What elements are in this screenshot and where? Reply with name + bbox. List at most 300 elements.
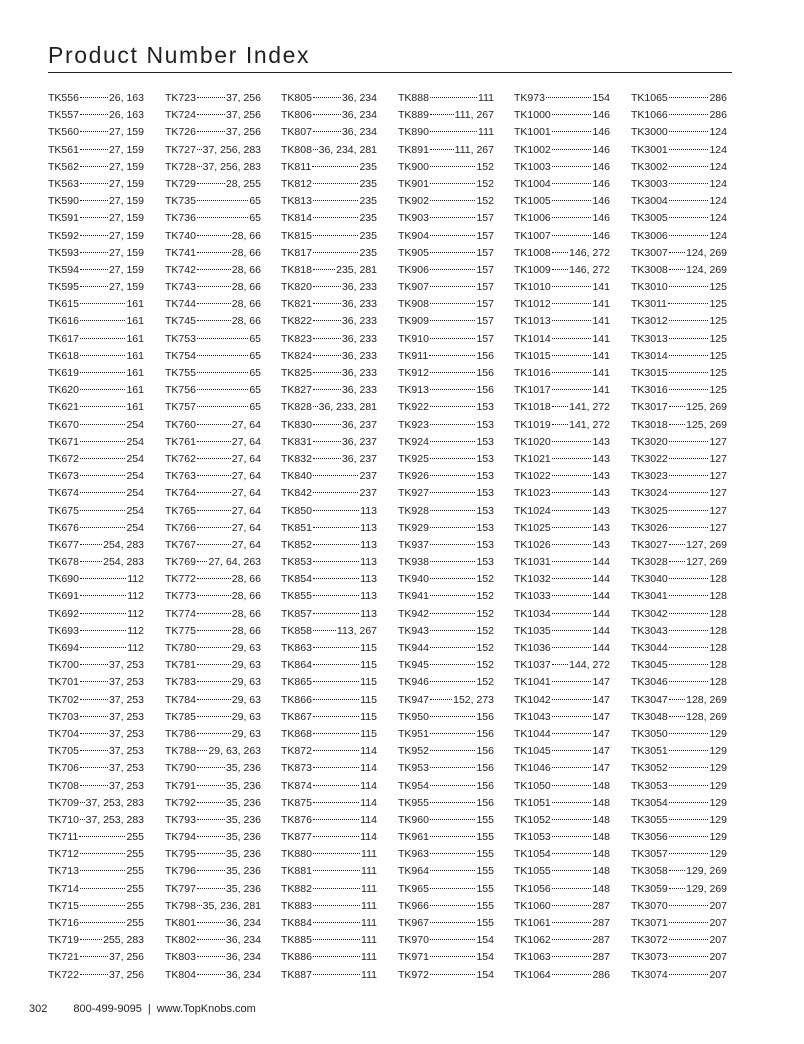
index-entry (281, 382, 377, 399)
page-references: 29, 63, 263 (208, 745, 261, 758)
dot-leader (313, 595, 359, 596)
dot-leader (313, 939, 360, 940)
index-entry (514, 348, 610, 365)
product-number: TK3023 (631, 470, 668, 483)
index-entry (165, 503, 261, 520)
product-number: TK1036 (514, 642, 551, 654)
product-number: TK744 (165, 298, 196, 311)
index-entry (631, 606, 727, 623)
product-number: TK801 (165, 917, 196, 929)
dot-leader (669, 235, 709, 236)
dot-leader (197, 922, 225, 923)
product-number: TK761 (165, 435, 196, 448)
index-entry (398, 520, 494, 537)
index-entry (631, 571, 727, 588)
product-number: TK891 (398, 143, 429, 156)
dot-leader (669, 613, 709, 614)
index-entry (631, 795, 727, 812)
dot-leader (669, 183, 709, 184)
dot-leader (669, 149, 709, 150)
product-number: TK726 (165, 126, 196, 139)
product-number: TK562 (48, 160, 79, 173)
product-number: TK972 (398, 968, 429, 981)
dot-leader (669, 853, 709, 854)
dot-leader (552, 389, 592, 390)
index-entry (514, 417, 610, 434)
index-entry (48, 967, 144, 984)
page-references: 128 (709, 642, 727, 654)
index-entry (398, 193, 494, 210)
page-references: 141, 272 (569, 401, 610, 414)
page-references: 154 (592, 92, 610, 104)
dot-leader (552, 802, 592, 803)
index-entry (165, 812, 261, 829)
page-references: 36, 234 (225, 934, 261, 947)
dot-leader (669, 733, 709, 734)
index-entry (281, 709, 377, 726)
product-number: TK3001 (631, 143, 668, 156)
index-entry (165, 898, 261, 915)
page-references: 255 (126, 882, 144, 895)
index-entry (48, 279, 144, 296)
product-number: TK828 (281, 401, 312, 414)
index-entry (165, 434, 261, 451)
index-entry (398, 709, 494, 726)
index-entry (514, 503, 610, 520)
product-number: TK618 (48, 349, 79, 362)
product-number: TK1012 (514, 298, 551, 311)
page-references: 152 (476, 590, 494, 603)
dot-leader (669, 338, 709, 339)
index-entry (165, 90, 261, 107)
dot-leader (430, 441, 476, 442)
index-entry (48, 228, 144, 245)
index-entry (165, 692, 261, 709)
dot-leader (552, 664, 568, 665)
index-entry (281, 932, 377, 949)
page-references: 129 (709, 762, 727, 775)
dot-leader (80, 424, 126, 425)
index-entry (398, 451, 494, 468)
index-entry (165, 795, 261, 812)
dot-leader (197, 97, 225, 98)
dot-leader (552, 406, 568, 407)
dot-leader (197, 389, 248, 390)
index-entry (514, 90, 610, 107)
dot-leader (552, 974, 592, 975)
page-references: 114 (360, 762, 377, 775)
index-entry (514, 606, 610, 623)
product-number: TK3014 (631, 349, 668, 362)
page-references: 36, 234 (341, 109, 377, 122)
index-entry (398, 537, 494, 554)
dot-leader (552, 905, 592, 906)
index-entry (165, 348, 261, 365)
product-number: TK964 (398, 865, 429, 878)
product-number: TK702 (48, 693, 79, 706)
product-number: TK3051 (631, 745, 668, 758)
dot-leader (430, 131, 477, 132)
product-number: TK774 (165, 607, 196, 620)
index-entry (48, 124, 144, 141)
dot-leader (313, 767, 359, 768)
page-references: 125, 269 (686, 401, 727, 414)
index-entry (48, 726, 144, 743)
page-references: 154 (476, 951, 494, 964)
page-references: 37, 256, 283 (202, 160, 261, 173)
dot-leader (80, 922, 126, 923)
dot-leader (552, 922, 592, 923)
product-number: TK784 (165, 693, 196, 706)
product-number: TK755 (165, 367, 196, 379)
dot-leader (430, 750, 476, 751)
page-references: 28, 66 (231, 315, 261, 328)
index-entry (631, 692, 727, 709)
dot-leader (313, 97, 341, 98)
dot-leader (197, 235, 231, 236)
dot-leader (552, 200, 592, 201)
product-number: TK767 (165, 538, 196, 551)
index-entry (398, 107, 494, 124)
product-number: TK1051 (514, 796, 551, 809)
dot-leader (552, 853, 592, 854)
page-references: 286 (592, 968, 610, 981)
product-number: TK1001 (514, 126, 551, 139)
page-references: 146 (592, 177, 610, 190)
page-number: 302 (29, 1003, 48, 1015)
dot-leader (430, 561, 476, 562)
dot-leader (80, 97, 108, 98)
product-number: TK773 (165, 590, 196, 603)
page-references: 113 (360, 590, 377, 603)
index-entry (48, 743, 144, 760)
page-references: 254, 283 (103, 538, 144, 551)
dot-leader (430, 510, 476, 511)
index-entry (514, 313, 610, 330)
page-references: 235 (359, 195, 377, 208)
index-column-5 (514, 90, 610, 984)
product-number: TK881 (281, 865, 312, 878)
dot-leader (669, 406, 685, 407)
dot-leader (313, 630, 336, 631)
product-number: TK880 (281, 848, 312, 861)
index-entry (281, 778, 377, 795)
index-entry (48, 434, 144, 451)
index-entry (165, 228, 261, 245)
page-references: 27, 159 (108, 212, 144, 225)
index-entry (48, 932, 144, 949)
page-references: 128 (709, 659, 727, 672)
product-number: TK1008 (514, 246, 551, 259)
index-entry (48, 863, 144, 880)
dot-leader (669, 389, 709, 390)
product-number: TK786 (165, 727, 196, 740)
page-references: 26, 163 (108, 92, 144, 104)
page-references: 27, 64 (231, 538, 261, 551)
product-number: TK1065 (631, 92, 668, 104)
page-references: 146 (592, 109, 610, 122)
index-entry (165, 245, 261, 262)
index-entry (48, 829, 144, 846)
index-entry (48, 795, 144, 812)
product-number: TK952 (398, 745, 429, 758)
index-entry (631, 296, 727, 313)
page-references: 124 (709, 143, 727, 156)
dot-leader (552, 372, 592, 373)
page-references: 152 (476, 160, 494, 173)
page-references: 27, 64 (231, 521, 261, 534)
page-references: 28, 66 (231, 590, 261, 603)
page-title: Product Number Index (48, 42, 311, 68)
dot-leader (197, 699, 231, 700)
index-entry (281, 417, 377, 434)
page-references: 36, 233 (341, 349, 377, 362)
footer-phone: 800-499-9095 (73, 1003, 142, 1015)
product-number: TK719 (48, 934, 79, 947)
dot-leader (80, 974, 108, 975)
index-entry (398, 228, 494, 245)
index-entry (281, 898, 377, 915)
product-number: TK3054 (631, 796, 668, 809)
dot-leader (668, 303, 708, 304)
dot-leader (80, 320, 126, 321)
index-entry (281, 228, 377, 245)
page-references: 144, 272 (569, 659, 610, 672)
page-references: 143 (592, 504, 610, 517)
product-number: TK890 (398, 126, 429, 139)
index-entry (631, 176, 727, 193)
index-entry (281, 537, 377, 554)
page-references: 27, 159 (108, 160, 144, 173)
dot-leader (430, 372, 476, 373)
index-entry (398, 915, 494, 932)
page-references: 28, 66 (231, 607, 261, 620)
page-references: 111, 267 (454, 143, 494, 156)
product-number: TK967 (398, 917, 429, 929)
dot-leader (552, 785, 592, 786)
dot-leader (313, 131, 341, 132)
page-references: 28, 66 (231, 298, 261, 311)
product-number: TK867 (281, 710, 312, 723)
dot-leader (669, 458, 709, 459)
index-entry (631, 451, 727, 468)
index-entry (398, 967, 494, 984)
product-number: TK693 (48, 624, 79, 637)
dot-leader (430, 338, 476, 339)
page-references: 28, 66 (231, 624, 261, 637)
index-entry (48, 107, 144, 124)
page-references: 161 (126, 349, 144, 362)
dot-leader (669, 630, 709, 631)
page-references: 254 (126, 521, 144, 534)
dot-leader (552, 458, 592, 459)
dot-leader (313, 802, 359, 803)
product-number: TK1064 (514, 968, 551, 981)
page-references: 207 (709, 968, 727, 981)
product-number: TK1003 (514, 160, 551, 173)
page-references: 128 (709, 624, 727, 637)
index-entry (281, 365, 377, 382)
product-number: TK1052 (514, 813, 551, 826)
dot-leader (552, 681, 592, 682)
dot-leader (80, 888, 126, 889)
page-references: 235 (359, 177, 377, 190)
product-number: TK872 (281, 745, 312, 758)
page-references: 287 (592, 917, 610, 929)
dot-leader (430, 595, 476, 596)
dot-leader (313, 355, 341, 356)
dot-leader (80, 647, 126, 648)
dot-leader (313, 235, 359, 236)
page-references: 35, 236 (225, 762, 261, 775)
page-references: 146, 272 (569, 246, 610, 259)
index-entry (281, 279, 377, 296)
page-references: 141 (592, 315, 610, 328)
index-entry (165, 623, 261, 640)
dot-leader (80, 458, 126, 459)
product-number: TK971 (398, 951, 429, 964)
product-number: TK671 (48, 435, 79, 448)
product-number: TK830 (281, 418, 312, 431)
index-entry (48, 588, 144, 605)
page-references: 111 (361, 968, 377, 981)
page-references: 125 (709, 281, 727, 294)
index-entry (398, 159, 494, 176)
dot-leader (429, 355, 475, 356)
page-references: 147 (592, 727, 610, 740)
footer-website: www.TopKnobs.com (156, 1003, 256, 1015)
page-references: 35, 236 (225, 813, 261, 826)
page-references: 36, 234 (341, 126, 377, 139)
product-number: TK929 (398, 521, 429, 534)
product-number: TK3046 (631, 676, 668, 689)
product-number: TK842 (281, 487, 312, 500)
page-references: 124 (709, 195, 727, 208)
index-entry (165, 124, 261, 141)
dot-leader (430, 802, 476, 803)
page-references: 287 (592, 899, 610, 912)
page-references: 112 (127, 624, 144, 637)
product-number: TK3072 (631, 934, 668, 947)
product-number: TK742 (165, 263, 196, 276)
page-references: 124, 269 (686, 246, 727, 259)
index-entry (631, 348, 727, 365)
page-references: 152 (476, 177, 494, 190)
page-references: 113 (360, 504, 377, 517)
index-entry (48, 468, 144, 485)
dot-leader (80, 372, 126, 373)
page-references: 29, 63 (231, 642, 261, 654)
page-references: 111 (361, 899, 377, 912)
dot-leader (197, 355, 248, 356)
index-entry (398, 365, 494, 382)
product-number: TK788 (165, 745, 196, 758)
page-references: 115 (360, 693, 377, 706)
dot-leader (80, 217, 108, 218)
product-number: TK805 (281, 92, 312, 104)
page-references: 128, 269 (686, 710, 727, 723)
dot-leader (313, 681, 359, 682)
index-entry (514, 365, 610, 382)
dot-leader (197, 338, 248, 339)
dot-leader (80, 355, 126, 356)
page-references: 148 (592, 831, 610, 844)
index-entry (48, 778, 144, 795)
index-entry (165, 949, 261, 966)
product-number: TK593 (48, 246, 79, 259)
dot-leader (430, 853, 476, 854)
product-number: TK938 (398, 556, 429, 569)
page-references: 152 (476, 676, 494, 689)
dot-leader (197, 974, 225, 975)
product-number: TK3025 (631, 504, 668, 517)
dot-leader (313, 424, 341, 425)
index-entry (48, 142, 144, 159)
page-references: 153 (476, 487, 494, 500)
index-entry (398, 812, 494, 829)
page-references: 152 (476, 642, 494, 654)
index-entry (514, 623, 610, 640)
product-number: TK3024 (631, 487, 668, 500)
dot-leader (669, 595, 709, 596)
dot-leader (430, 870, 476, 871)
dot-leader (80, 905, 126, 906)
index-entry (281, 606, 377, 623)
dot-leader (313, 149, 318, 150)
dot-leader (312, 166, 358, 167)
dot-leader (669, 320, 709, 321)
page-references: 29, 63 (231, 693, 261, 706)
dot-leader (197, 544, 231, 545)
index-entry (631, 623, 727, 640)
page-references: 153 (476, 470, 494, 483)
index-column-4 (398, 90, 494, 984)
index-entry (48, 331, 144, 348)
page-references: 146 (592, 195, 610, 208)
dot-leader (80, 939, 102, 940)
product-number: TK3003 (631, 177, 668, 190)
dot-leader (197, 939, 225, 940)
index-entry (165, 829, 261, 846)
page-references: 27, 159 (108, 246, 144, 259)
product-number: TK1010 (514, 281, 551, 294)
product-number: TK3074 (631, 968, 668, 981)
product-number: TK3007 (631, 246, 668, 259)
index-entry (398, 778, 494, 795)
product-number: TK961 (398, 831, 429, 844)
index-entry (631, 159, 727, 176)
index-entry (48, 245, 144, 262)
index-entry (281, 159, 377, 176)
product-number: TK3004 (631, 195, 668, 208)
page-references: 147 (592, 693, 610, 706)
dot-leader (197, 716, 231, 717)
page-references: 129, 269 (686, 865, 727, 878)
dot-leader (313, 527, 359, 528)
page-references: 237 (359, 470, 377, 483)
dot-leader (197, 114, 225, 115)
dot-leader (430, 922, 476, 923)
product-number: TK954 (398, 779, 429, 792)
page-references: 36, 237 (341, 452, 377, 465)
index-entry (514, 159, 610, 176)
dot-leader (197, 303, 231, 304)
page-references: 148 (592, 813, 610, 826)
dot-leader (430, 406, 476, 407)
product-number: TK926 (398, 470, 429, 483)
index-entry (631, 829, 727, 846)
page-references: 37, 253 (108, 676, 144, 689)
